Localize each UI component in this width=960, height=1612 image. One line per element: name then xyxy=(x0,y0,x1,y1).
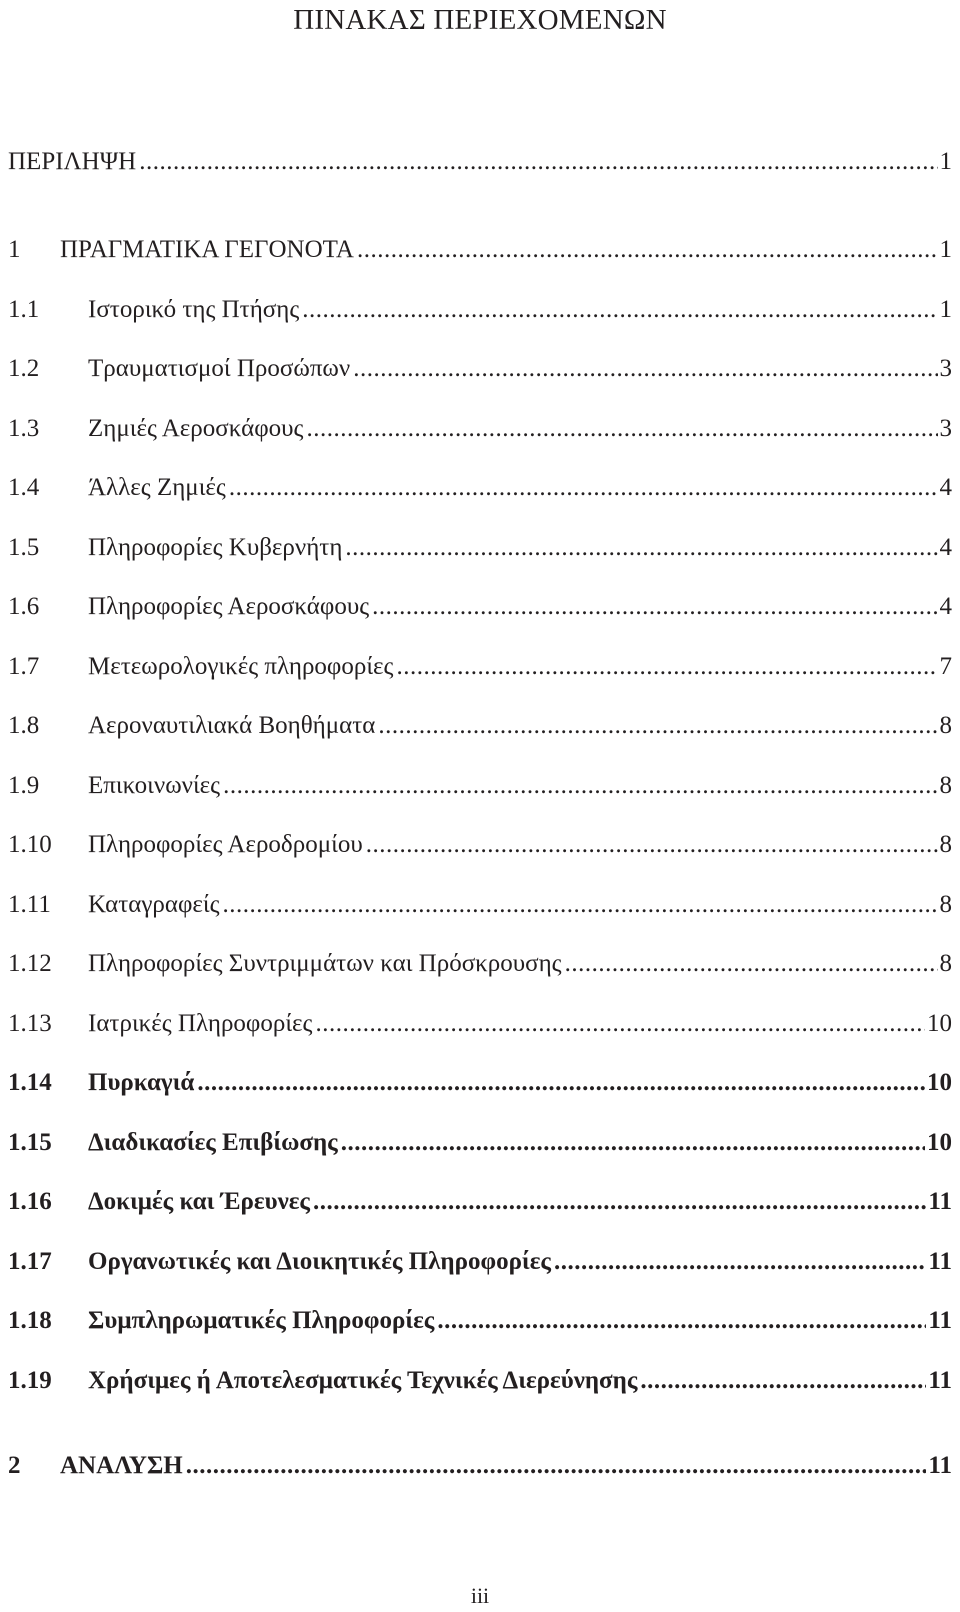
toc-entry-page: 11 xyxy=(928,1188,952,1215)
toc-entry-page: 1 xyxy=(939,296,952,323)
toc-entry-summary[interactable] xyxy=(8,140,952,174)
toc-entry-number: 1.9 xyxy=(8,772,40,799)
toc-entry-1-3[interactable] xyxy=(8,407,952,441)
toc-entry-number: 2 xyxy=(8,1452,21,1479)
toc-entry-1-13[interactable] xyxy=(8,1002,952,1036)
dot-leader xyxy=(396,654,937,679)
toc-entry-page: 1 xyxy=(939,148,952,175)
toc-entry-1-17[interactable] xyxy=(8,1240,952,1274)
toc-entry-1-7[interactable] xyxy=(8,645,952,679)
toc-entry-1-12[interactable] xyxy=(8,942,952,976)
dot-leader xyxy=(306,416,937,441)
toc-entry-number: 1.5 xyxy=(8,534,40,561)
toc-entry-number: 1.17 xyxy=(8,1248,52,1275)
toc-entry-1-2[interactable] xyxy=(8,347,952,381)
toc-entry-1-11[interactable] xyxy=(8,883,952,917)
dot-leader xyxy=(302,297,937,322)
dot-leader xyxy=(139,149,937,174)
dot-leader xyxy=(565,951,938,976)
dot-leader xyxy=(437,1308,926,1333)
toc-entry-page: 8 xyxy=(939,891,952,918)
page-title: ΠΙΝΑΚΑΣ ΠΕΡΙΕΧΟΜΕΝΩΝ xyxy=(293,4,667,36)
toc-entry-number: 1.8 xyxy=(8,712,40,739)
toc-entry-number: 1.12 xyxy=(8,950,52,977)
toc-entry-page: 8 xyxy=(939,831,952,858)
toc-entry-1-5[interactable] xyxy=(8,526,952,560)
toc-entry-1-6[interactable] xyxy=(8,585,952,619)
toc-entry-title: Πληροφορίες Κυβερνήτη xyxy=(88,534,343,561)
toc-entry-chapter-2[interactable] xyxy=(8,1444,952,1478)
toc-entry-page: 4 xyxy=(939,534,952,561)
dot-leader xyxy=(315,1011,925,1036)
toc-entry-title: Ιατρικές Πληροφορίες xyxy=(88,1010,313,1037)
toc-entry-page: 8 xyxy=(939,772,952,799)
toc-entry-title: Άλλες Ζημιές xyxy=(88,474,226,501)
toc-entry-1-10[interactable] xyxy=(8,823,952,857)
toc-entry-page: 10 xyxy=(927,1129,952,1156)
toc-entry-title: ΑΝΑΛΥΣΗ xyxy=(60,1452,183,1479)
toc-entry-number: 1.2 xyxy=(8,355,40,382)
toc-entry-title: Τραυματισμοί Προσώπων xyxy=(88,355,351,382)
toc-entry-page: 4 xyxy=(939,474,952,501)
dot-leader xyxy=(197,1070,925,1095)
toc-entry-title: Πληροφορίες Αεροδρομίου xyxy=(88,831,363,858)
toc-entry-chapter-1[interactable] xyxy=(8,228,952,262)
toc-entry-number: 1.7 xyxy=(8,653,40,680)
dot-leader xyxy=(223,892,938,917)
dot-leader xyxy=(313,1189,926,1214)
toc-entry-1-8[interactable] xyxy=(8,704,952,738)
dot-leader xyxy=(229,475,938,500)
page-number: iii xyxy=(470,1583,490,1608)
toc-entry-number: 1.1 xyxy=(8,296,40,323)
toc-entry-title: Οργανωτικές και Διοικητικές Πληροφορίες xyxy=(88,1248,551,1275)
toc-entry-page: 7 xyxy=(939,653,952,680)
toc-entry-title: Πληροφορίες Συντριμμάτων και Πρόσκρουσης xyxy=(88,950,562,977)
toc-entry-page: 10 xyxy=(927,1069,952,1096)
toc-entry-page: 11 xyxy=(928,1248,952,1275)
toc-entry-title: Επικοινωνίες xyxy=(88,772,221,799)
toc-entry-title: Συμπληρωματικές Πληροφορίες xyxy=(88,1307,435,1334)
toc-entry-1-15[interactable] xyxy=(8,1121,952,1155)
toc-entry-page: 4 xyxy=(939,593,952,620)
toc-entry-title: Δοκιμές και Έρευνες xyxy=(88,1188,310,1215)
toc-entry-number: 1.10 xyxy=(8,831,52,858)
toc-entry-page: 1 xyxy=(939,236,952,263)
toc-entry-page: 3 xyxy=(939,355,952,382)
toc-entry-1-14[interactable] xyxy=(8,1061,952,1095)
toc-entry-page: 11 xyxy=(928,1452,952,1479)
toc-entry-number: 1.16 xyxy=(8,1188,52,1215)
toc-entry-title: Μετεωρολογικές πληροφορίες xyxy=(88,653,394,680)
toc-entry-page: 3 xyxy=(939,415,952,442)
dot-leader xyxy=(372,594,937,619)
dot-leader xyxy=(341,1130,925,1155)
toc-entry-number: 1.18 xyxy=(8,1307,52,1334)
toc-entry-1-19[interactable] xyxy=(8,1359,952,1393)
toc-entry-page: 10 xyxy=(927,1010,952,1037)
toc-entry-1-1[interactable] xyxy=(8,288,952,322)
toc-entry-title: Χρήσιμες ή Αποτελεσματικές Τεχνικές Διερεύνησης xyxy=(88,1367,638,1394)
dot-leader xyxy=(357,237,938,262)
dot-leader xyxy=(223,773,937,798)
dot-leader xyxy=(186,1453,927,1478)
dot-leader xyxy=(366,832,938,857)
toc-entry-1-4[interactable] xyxy=(8,466,952,500)
toc-entry-title: Αεροναυτιλιακά Βοηθήματα xyxy=(88,712,376,739)
toc-entry-number: 1.14 xyxy=(8,1069,52,1096)
toc-entry-number: 1 xyxy=(8,236,21,263)
toc-entry-1-18[interactable] xyxy=(8,1299,952,1333)
dot-leader xyxy=(554,1249,926,1274)
toc-entry-title: ΠΕΡΙΛΗΨΗ xyxy=(8,148,137,175)
dot-leader xyxy=(353,356,937,381)
toc-entry-number: 1.6 xyxy=(8,593,40,620)
toc-entry-title: Ιστορικό της Πτήσης xyxy=(88,296,300,323)
toc-entry-title: Πληροφορίες Αεροσκάφους xyxy=(88,593,370,620)
toc-entry-title: ΠΡΑΓΜΑΤΙΚΑ ΓΕΓΟΝΟΤΑ xyxy=(60,236,354,263)
toc-entry-number: 1.11 xyxy=(8,891,51,918)
toc-entry-page: 8 xyxy=(939,950,952,977)
toc-entry-number: 1.4 xyxy=(8,474,40,501)
toc-entry-number: 1.3 xyxy=(8,415,40,442)
dot-leader xyxy=(378,713,937,738)
toc-entry-number: 1.19 xyxy=(8,1367,52,1394)
toc-entry-title: Διαδικασίες Επιβίωσης xyxy=(88,1129,338,1156)
dot-leader xyxy=(640,1368,926,1393)
dot-leader xyxy=(345,535,937,560)
toc-entry-title: Πυρκαγιά xyxy=(88,1069,195,1096)
toc-entry-title: Καταγραφείς xyxy=(88,891,220,918)
toc-entry-title: Ζημιές Αεροσκάφους xyxy=(88,415,304,442)
toc-entry-number: 1.13 xyxy=(8,1010,52,1037)
toc-entry-1-16[interactable] xyxy=(8,1180,952,1214)
toc-entry-1-9[interactable] xyxy=(8,764,952,798)
toc-entry-page: 11 xyxy=(928,1367,952,1394)
toc-entry-number: 1.15 xyxy=(8,1129,52,1156)
toc-entry-page: 11 xyxy=(928,1307,952,1334)
toc-entry-page: 8 xyxy=(939,712,952,739)
